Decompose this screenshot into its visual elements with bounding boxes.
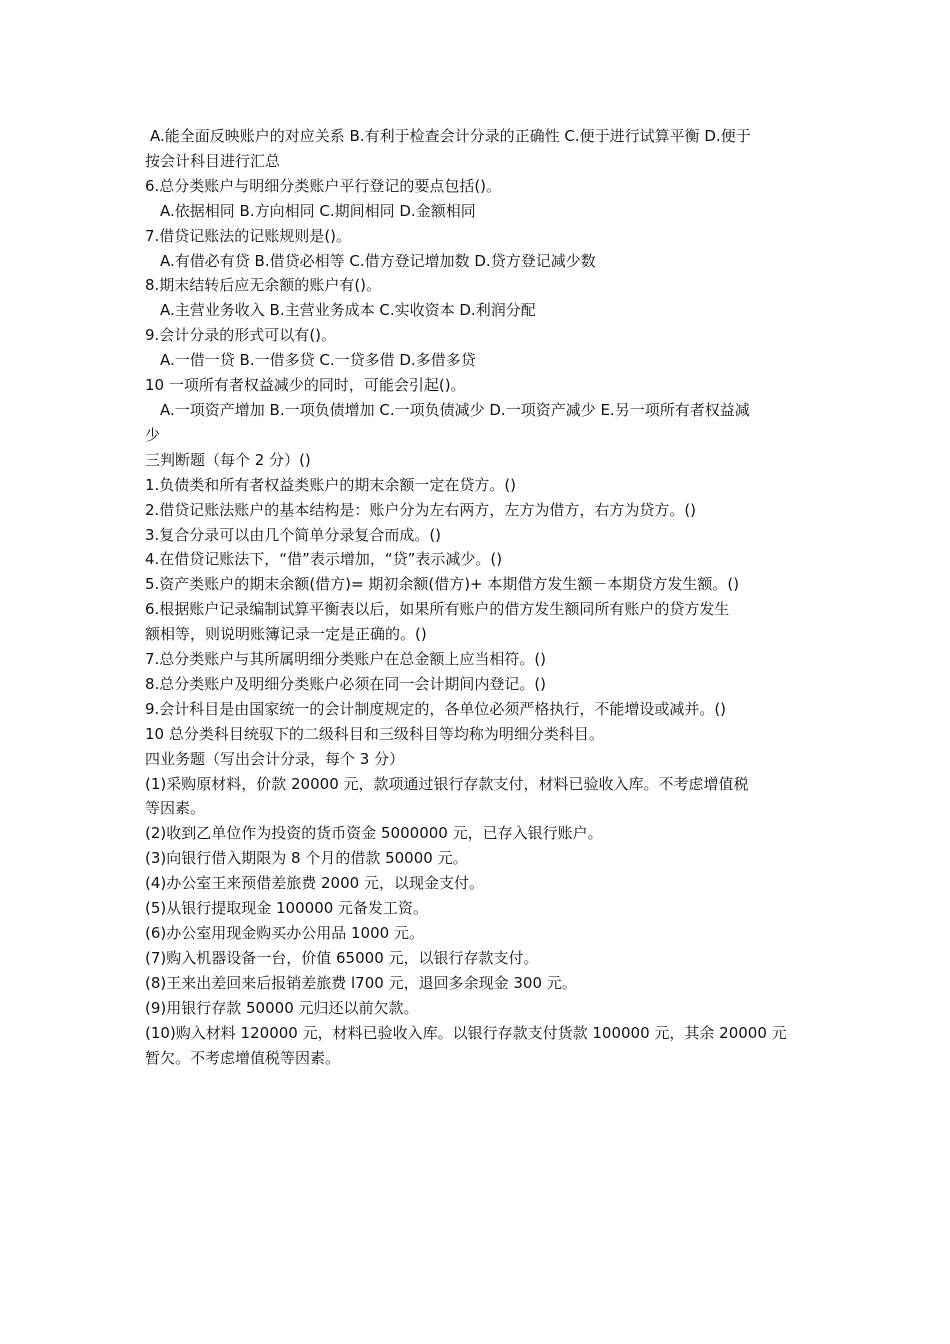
section-heading-business: 四业务题（写出会计分录，每个 3 分） xyxy=(145,749,405,768)
business-item-1-line-2: 等因素。 xyxy=(145,799,206,818)
business-item-5: (5)从银行提取现金 100000 元备发工资。 xyxy=(145,899,429,918)
question-10-options-line-1: A.一项资产增加 B.一项负债增加 C.一项负债减少 D.一项资产减少 E.另一项所有者权益减 xyxy=(160,400,750,419)
section-heading-true-false: 三判断题（每个 2 分）() xyxy=(145,450,311,469)
tf-question-5: 5.资产类账户的期末余额(借方)= 期初余额(借方)+ 本期借方发生额－本期贷方发生额。() xyxy=(145,575,740,594)
question-5-options-line-2: 按会计科目进行汇总 xyxy=(145,151,281,170)
business-item-1-line-1: (1)采购原材料，价款 20000 元，款项通过银行存款支付，材料已验收入库。不考虑增值税 xyxy=(145,774,749,793)
business-item-10-line-1: (10)购入材料 120000 元，材料已验收入库。以银行存款支付货款 100000 元，其余 20000 元 xyxy=(145,1023,787,1042)
question-9-options: A.一借一贷 B.一借多贷 C.一贷多借 D.多借多贷 xyxy=(160,351,476,370)
tf-question-10: 10 总分类科目统驭下的二级科目和三级科目等均称为明细分类科目。 xyxy=(145,724,604,743)
business-item-4: (4)办公室王来预借差旅费 2000 元，以现金支付。 xyxy=(145,874,484,893)
tf-question-2: 2.借贷记账法账户的基本结构是：账户分为左右两方，左方为借方，右方为贷方。() xyxy=(145,500,697,519)
question-10: 10 一项所有者权益减少的同时，可能会引起()。 xyxy=(145,376,466,395)
tf-question-6-line-1: 6.根据账户记录编制试算平衡表以后，如果所有账户的借方发生额同所有账户的贷方发生 xyxy=(145,600,730,619)
question-7: 7.借贷记账法的记账规则是()。 xyxy=(145,226,352,245)
business-item-2: (2)收到乙单位作为投资的货币资金 5000000 元，已存入银行账户。 xyxy=(145,824,603,843)
tf-question-9: 9.会计科目是由国家统一的会计制度规定的，各单位必须严格执行，不能增设或减并。() xyxy=(145,699,727,718)
tf-question-4: 4.在借贷记账法下，“借”表示增加，“贷”表示减少。() xyxy=(145,550,503,569)
business-item-8: (8)王来出差回来后报销差旅费 l700 元，退回多余现金 300 元。 xyxy=(145,973,577,992)
question-6-options: A.依据相同 B.方向相同 C.期间相同 D.金额相同 xyxy=(160,201,476,220)
question-6: 6.总分类账户与明细分类账户平行登记的要点包括()。 xyxy=(145,176,502,195)
business-item-3: (3)向银行借入期限为 8 个月的借款 50000 元。 xyxy=(145,849,468,868)
business-item-6: (6)办公室用现金购买办公用品 1000 元。 xyxy=(145,924,424,942)
question-8: 8.期末结转后应无余额的账户有()。 xyxy=(145,276,382,295)
tf-question-1: 1.负债类和所有者权益类账户的期末余额一定在贷方。() xyxy=(145,475,517,494)
tf-question-3: 3.复合分录可以由几个简单分录复合而成。() xyxy=(145,525,442,544)
question-9: 9.会计分录的形式可以有()。 xyxy=(145,326,337,345)
business-item-7: (7)购入机器设备一台，价值 65000 元，以银行存款支付。 xyxy=(145,948,539,967)
question-10-options-line-2: 少 xyxy=(145,425,161,444)
question-7-options: A.有借必有贷 B.借贷必相等 C.借方登记增加数 D.贷方登记减少数 xyxy=(160,251,596,270)
tf-question-8: 8.总分类账户及明细分类账户必须在同一会计期间内登记。() xyxy=(145,674,547,693)
business-item-10-line-2: 暂欠。不考虑增值税等因素。 xyxy=(145,1048,341,1067)
business-item-9: (9)用银行存款 50000 元归还以前欠款。 xyxy=(145,998,419,1017)
tf-question-6-line-2: 额相等，则说明账簿记录一定是正确的。() xyxy=(145,625,427,644)
question-8-options: A.主营业务收入 B.主营业务成本 C.实收资本 D.利润分配 xyxy=(160,301,536,320)
question-5-options-line-1: A.能全面反映账户的对应关系 B.有利于检查会计分录的正确性 C.便于进行试算平衡 D.便于 xyxy=(150,127,751,145)
tf-question-7: 7.总分类账户与其所属明细分类账户在总金额上应当相符。() xyxy=(145,650,547,669)
